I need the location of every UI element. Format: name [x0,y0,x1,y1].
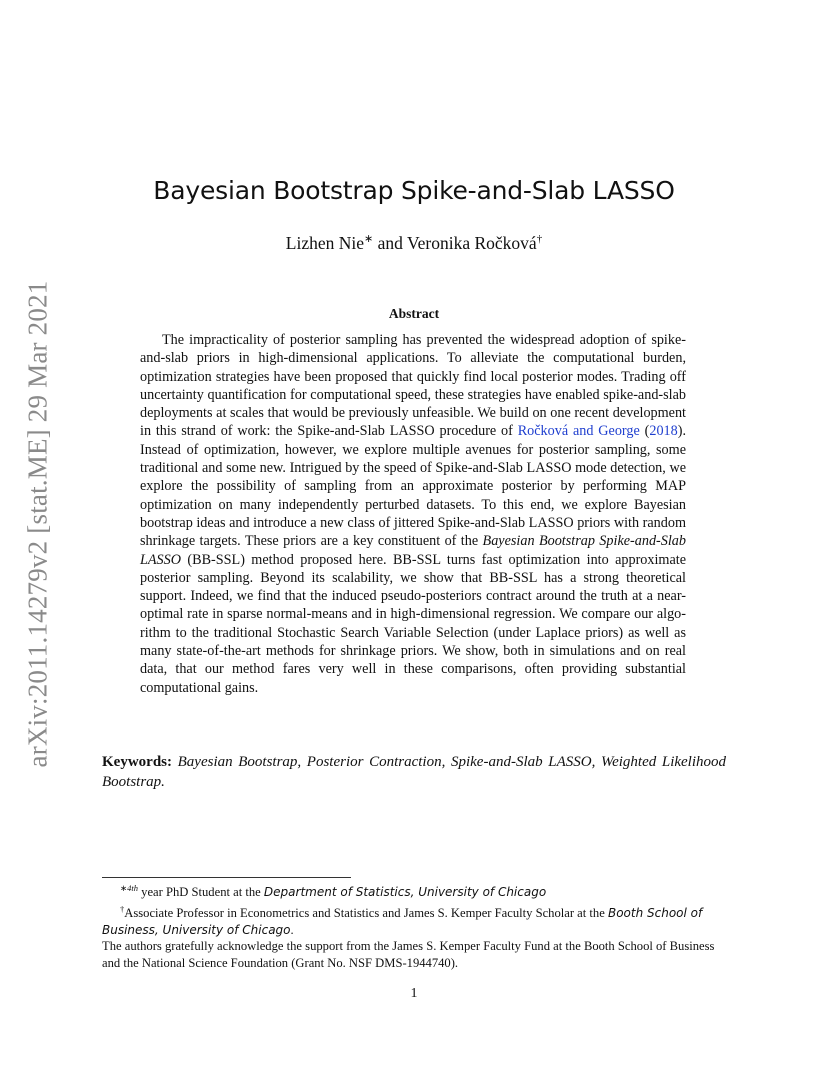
citation-year-link[interactable]: 2018 [649,423,678,440]
citation-link[interactable]: Ročková and George [517,423,640,440]
footnote-text: Associate Professor in Econometrics and Statistics and James S. Kemper Faculty Scholar at the [124,905,608,920]
author-footnote-mark[interactable]: † [536,233,543,245]
acknowledgement: The authors gratefully acknowledge the support from the James S. Kemper Faculty Fund at the Booth School of Business and the National Science Foundation (Grant No. NSF DMS-1944740). [102,939,715,970]
citation-paren: ) [677,423,683,440]
footnote-rule [102,877,351,878]
abstract-segment: (BB-SSL) method proposed here. BB-SSL turns fast optimization into approximate posterior sampling. Beyond its scalability, we show that BB-SSL has a strong theoretical support. Indeed, we find that the induced pseudo-posteriors contract around the truth at a near-optimal rate in sparse normal-means and in high-dimensional regression. We compare our algorithm to the traditional Stochastic Search Variable Selection (under Laplace priors) as well as many state-of-the-art methods for shrinkage priors. We show, both in simulations and on real data, that our method fares very well in these comparisons, often providing substantial computational gains. [140,551,686,696]
method-name: Bayesian Bootstrap Spike-and-Slab LASSO [140,533,686,568]
arxiv-identifier-stamp: arXiv:2011.14279v2 [stat.ME] 29 Mar 2021 [22,280,53,768]
abstract-segment: The impracticality of posterior sampling has prevented the widespread adoption of spike-and-slab priors in high-dimensional applications. To alleviate the computational burden, optimization strategies have been proposed that quickly find local posterior modes. Trading off uncertainty quantification for computational speed, these strategies have enabled spike-and-slab deployments at scales that would be previously unfeasible. We build on one recent development in this strand of work: the Spike-and-Slab LASSO procedure of [140,332,686,440]
footnote-mark: † [120,903,125,914]
keywords [102,752,726,792]
abstract-segment: . Instead of optimization, however, we explore multiple avenues for posterior sampling, some traditional and some new. Intrigued by the speed of Spike-and-Slab LASSO mode detection, we explore the possibility of sampling from an approximate posterior by performing MAP optimization on many independently perturbed datasets. To this end, we explore Bayesian bootstrap ideas and introduce a new class of jittered Spike-and-Slab LASSO priors with random shrinkage targets. These priors are a key constituent of the [140,423,686,550]
author-line [0,232,828,254]
footnote-text: . [290,922,294,937]
affiliation: Department of Statistics, University of Chicago [263,885,547,900]
keywords-list: Bayesian Bootstrap, Posterior Contraction, Spike-and-Slab LASSO, Weighted Likelihood Bootstrap. [102,754,727,790]
page-number: 1 [410,986,418,1001]
abstract-text [140,331,686,697]
citation-paren: ( [639,423,650,440]
paper-title: Bayesian Bootstrap Spike-and-Slab LASSO [153,176,675,205]
footnote-mark: ∗ [120,883,128,893]
footnote-2 [102,901,726,938]
keywords-label: Keywords: [102,754,172,770]
author-footnote-mark[interactable]: ∗ [364,233,374,245]
affiliation: Booth School of Business, University of Chicago [102,905,703,937]
footnote-1 [102,880,726,901]
author-conjunction: and [373,232,407,253]
author-name: Veronika Ročková [406,232,537,253]
author-name: Lizhen Nie [285,232,365,253]
ordinal-superscript: 4th [127,883,138,893]
abstract-heading: Abstract [388,306,440,321]
footnotes [102,880,726,971]
footnote-text: year PhD Student at the [138,885,264,900]
